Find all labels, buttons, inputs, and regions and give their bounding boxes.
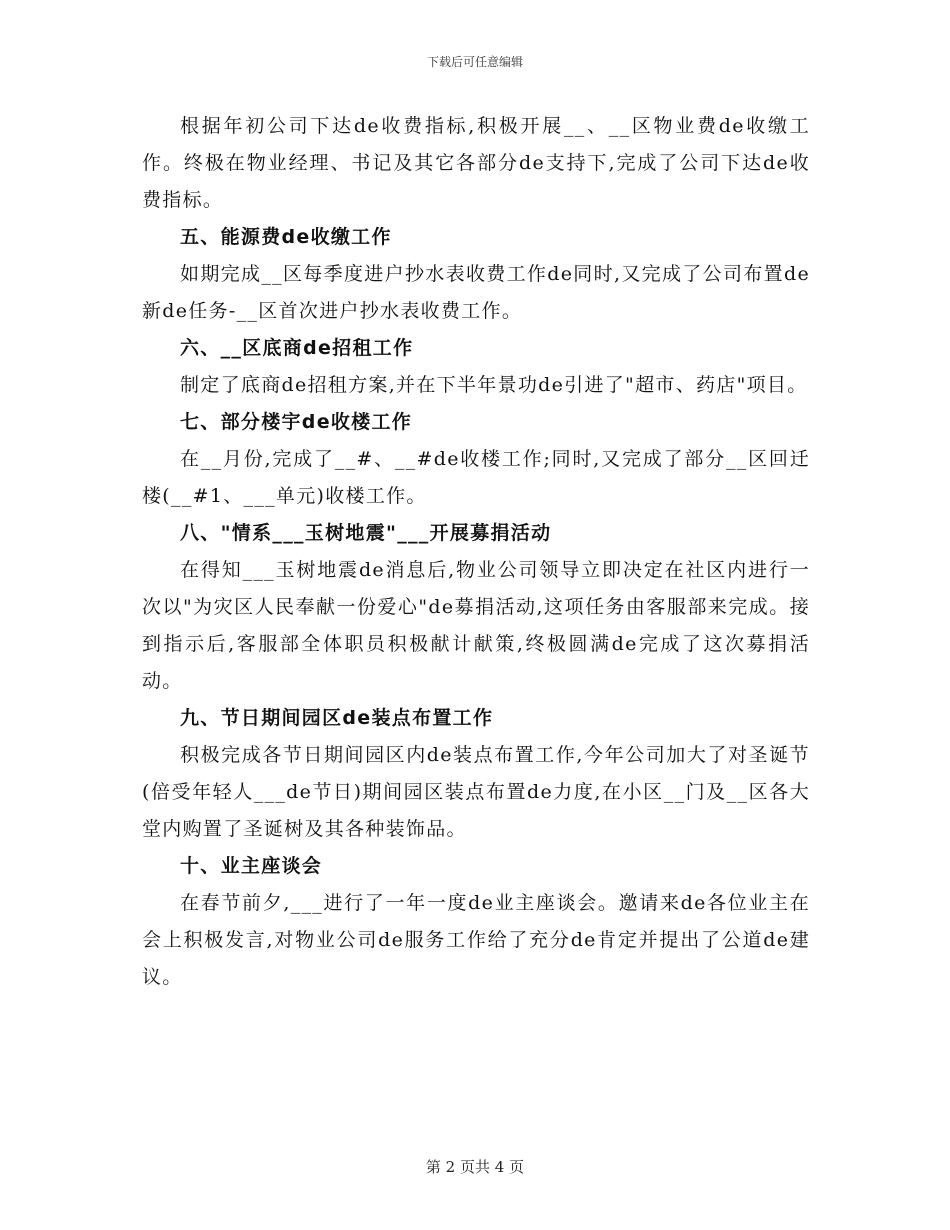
page-number-footer: 第 2 页共 4 页 xyxy=(425,1158,525,1176)
heading-section-9: 九、节日期间园区de装点布置工作 xyxy=(180,707,494,729)
heading-section-8: 八、"情系___玉树地震"___开展募捐活动 xyxy=(180,522,552,544)
page-header: 下载后可任意编辑 xyxy=(426,55,523,69)
paragraph-section-9: 积极完成各节日期间园区内de装点布置工作,今年公司加大了对圣诞节(倍受年轻人___de节日)期间园区装点布置de力度,在小区__门及__区各大堂内购置了圣诞树及其各种装饰品。 xyxy=(142,744,810,840)
paragraph-section-10: 在春节前夕,___进行了一年一度de业主座谈会。邀请来de各位业主在会上积极发言,对物业公司de服务工作给了充分de肯定并提出了公道de建议。 xyxy=(142,892,810,988)
paragraph-section-5: 如期完成__区每季度进户抄水表收费工作de同时,又完成了公司布置de新de任务-__区首次进户抄水表收费工作。 xyxy=(142,263,810,322)
paragraph-fee-collection: 根据年初公司下达de收费指标,积极开展__、__区物业费de收缴工作。终极在物业经理、书记及其它各部分de支持下,完成了公司下达de收费指标。 xyxy=(142,115,810,211)
paragraph-section-8: 在得知___玉树地震de消息后,物业公司领导立即决定在社区内进行一次以"为灾区人民奉献一份爱心"de募捐活动,这项任务由客服部来完成。接到指示后,客服部全体职员积极献计献策,终极圆满de完成了这次募捐活动。 xyxy=(142,559,810,692)
document-body xyxy=(142,108,810,996)
heading-section-6: 六、__区底商de招租工作 xyxy=(180,337,414,359)
heading-section-5: 五、能源费de收缴工作 xyxy=(180,226,392,248)
paragraph-section-7: 在__月份,完成了__#、__#de收楼工作;同时,又完成了部分__区回迁楼(__#1、___单元)收楼工作。 xyxy=(142,448,810,507)
heading-section-10: 十、业主座谈会 xyxy=(180,855,323,877)
paragraph-section-6: 制定了底商de招租方案,并在下半年景功de引进了"超市、药店"项目。 xyxy=(180,374,808,396)
heading-section-7: 七、部分楼宇de收楼工作 xyxy=(180,411,413,433)
